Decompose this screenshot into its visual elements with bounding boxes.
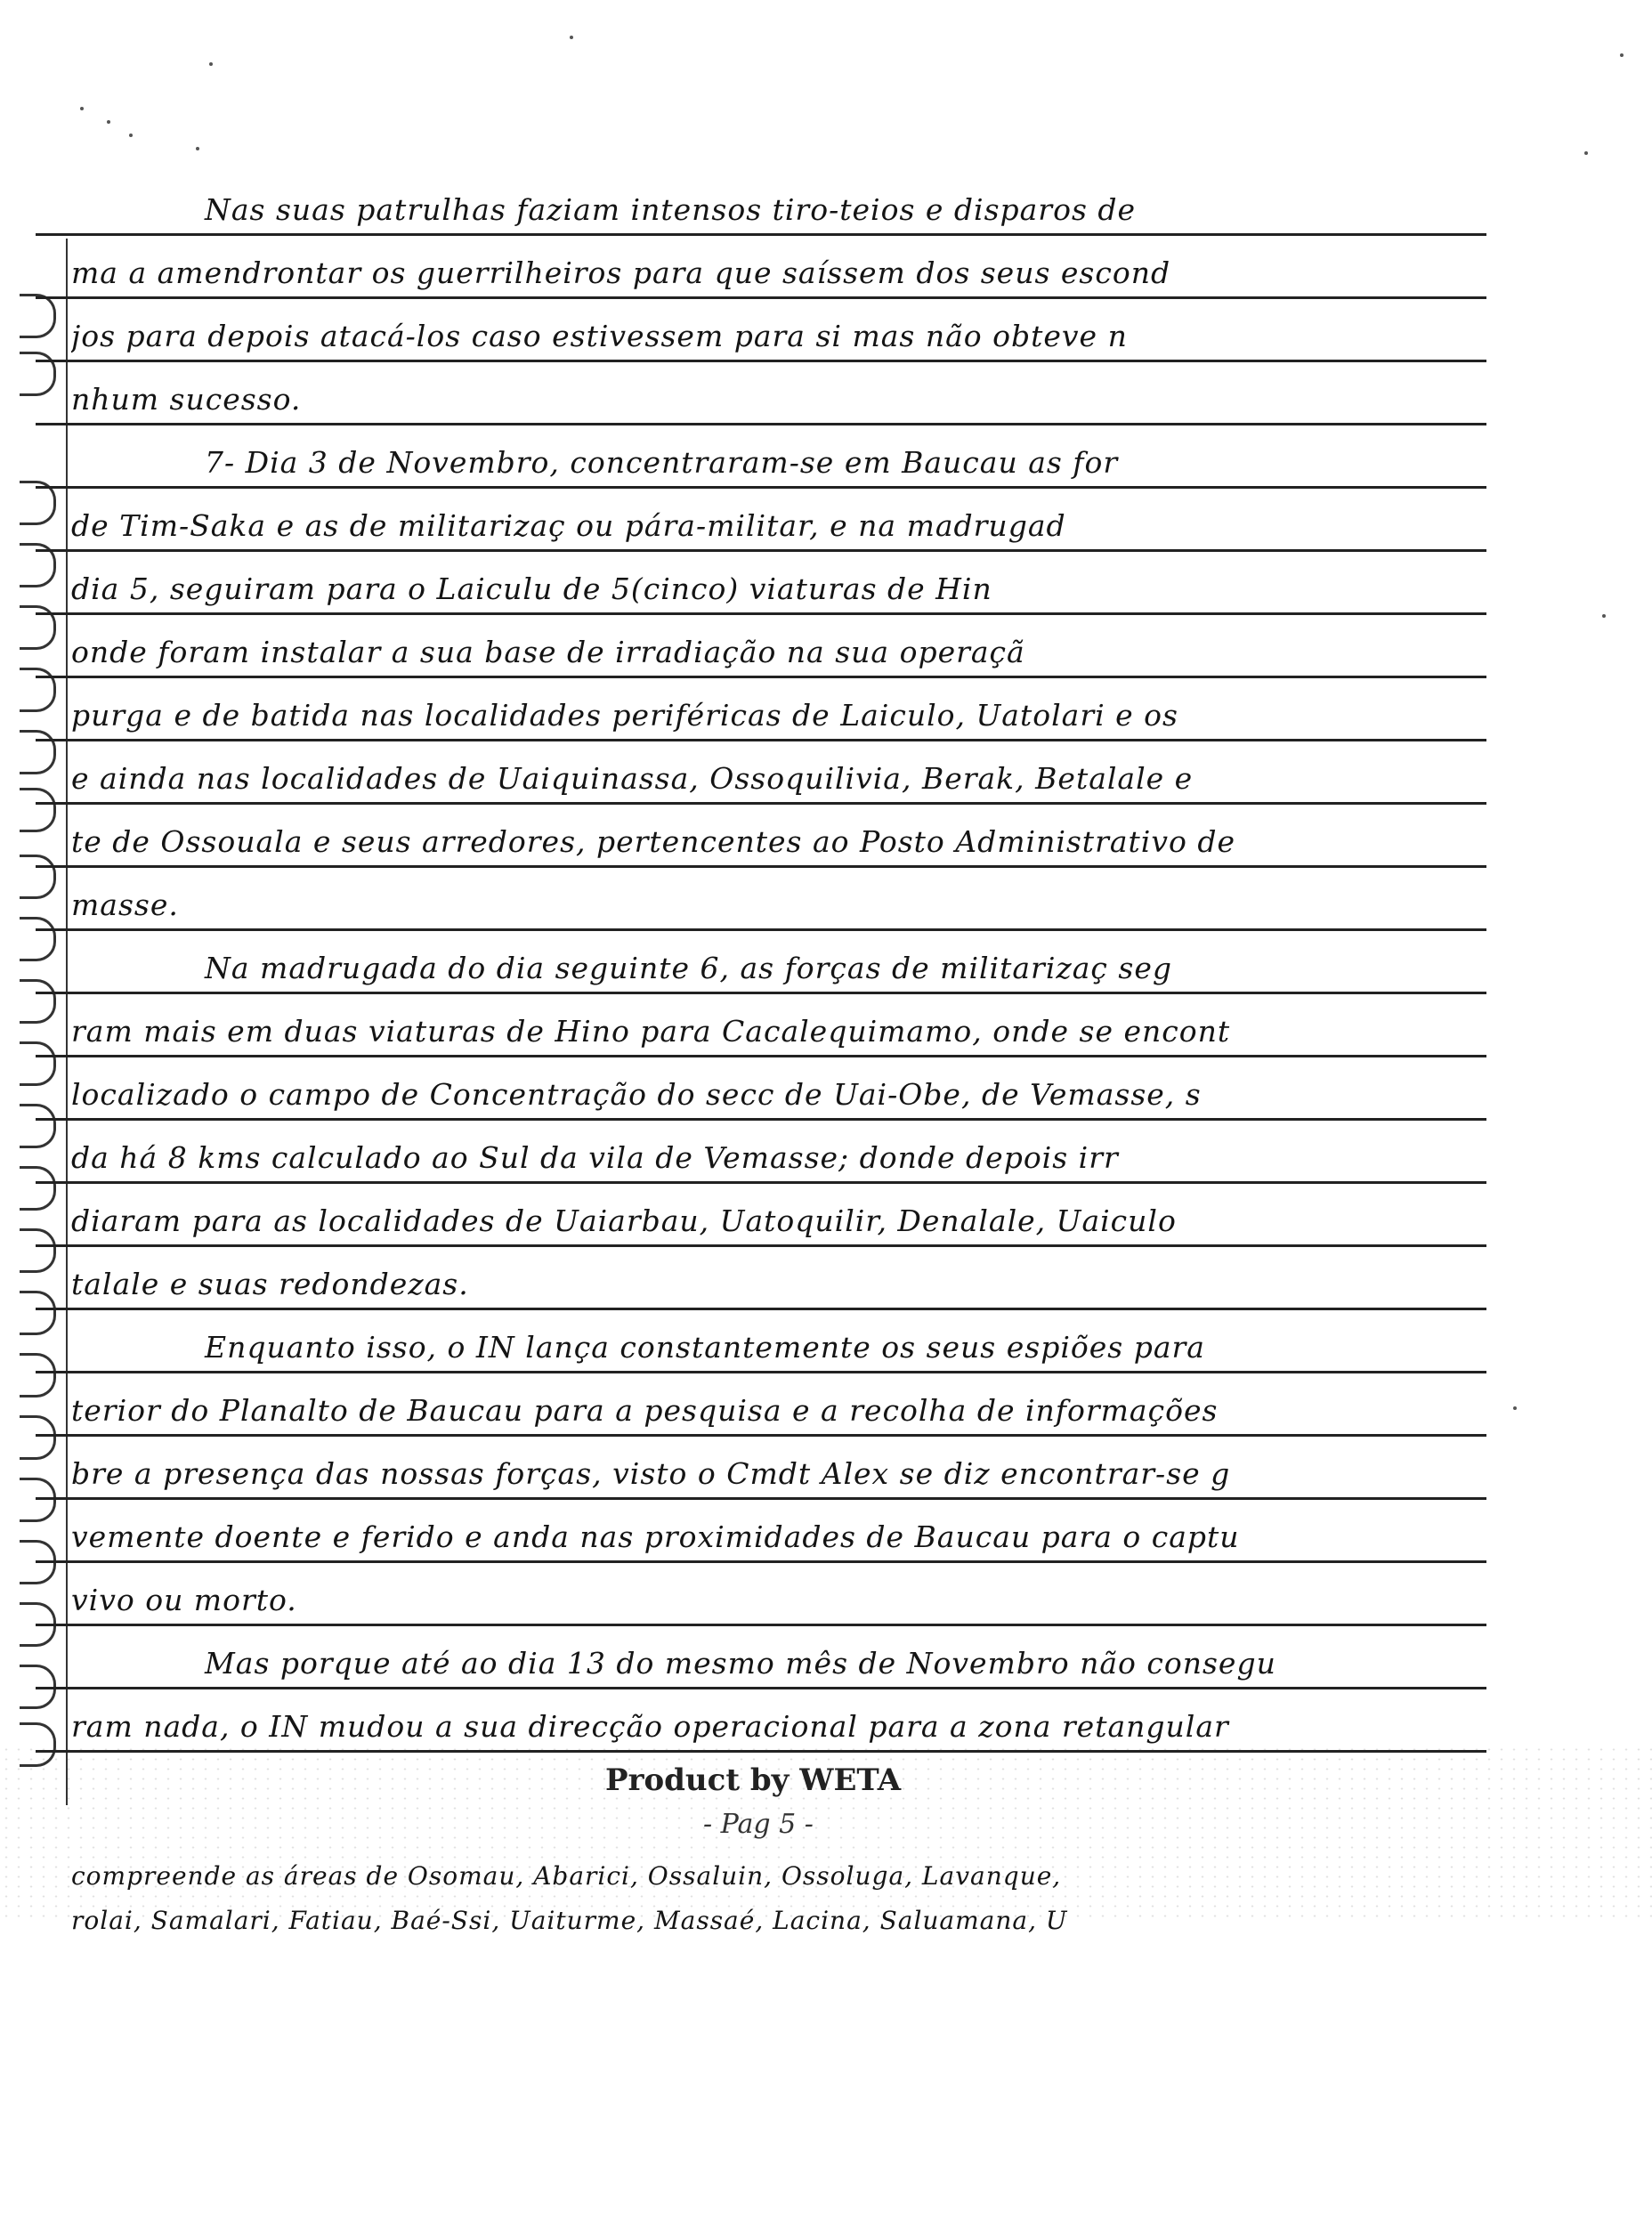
ruled-line	[36, 423, 1486, 425]
binder-ring-mark	[20, 730, 56, 774]
ruled-line	[36, 549, 1486, 552]
ruled-line	[36, 1118, 1486, 1121]
text-line: ram nada, o IN mudou a sua direcção operacional para a zona retangular	[71, 1709, 1229, 1744]
binder-ring-mark	[20, 1104, 56, 1148]
binder-ring-mark	[20, 1722, 56, 1767]
text-line: bre a presença das nossas forças, visto o Cmdt Alex se diz encontrar-se g	[71, 1456, 1231, 1491]
binder-ring-mark	[20, 1291, 56, 1335]
ruled-line	[36, 360, 1486, 362]
binder-ring-mark	[20, 1478, 56, 1522]
text-line: e ainda nas localidades de Uaiquinassa, Ossoquilivia, Berak, Betalale e	[71, 761, 1194, 796]
binder-ring-mark	[20, 294, 56, 338]
binder-ring-mark	[20, 979, 56, 1024]
product-watermark-label: Product by WETA	[605, 1762, 902, 1798]
ruled-line	[36, 1371, 1486, 1373]
binder-ring-mark	[20, 1415, 56, 1460]
ruled-line	[36, 676, 1486, 678]
ruled-line	[36, 233, 1486, 236]
ruled-line	[36, 612, 1486, 615]
scan-speck	[1620, 53, 1624, 57]
ruled-line	[36, 486, 1486, 489]
binder-ring-mark	[20, 1041, 56, 1086]
text-line: 7- Dia 3 de Novembro, concentraram-se em Baucau as for	[205, 445, 1119, 480]
text-line: jos para depois atacá-los caso estivessem para si mas não obteve n	[71, 319, 1128, 353]
ruled-line	[36, 1497, 1486, 1500]
ruled-line	[36, 296, 1486, 299]
ruled-line	[36, 1687, 1486, 1689]
text-line: Na madrugada do dia seguinte 6, as forças de militarizaç seg	[205, 951, 1172, 985]
text-line: Nas suas patrulhas faziam intensos tiro-teios e disparos de	[205, 192, 1137, 227]
text-line: ram mais em duas viaturas de Hino para Cacalequimamo, onde se encont	[71, 1014, 1231, 1049]
text-line: purga e de batida nas localidades periféricas de Laiculo, Uatolari e os	[71, 698, 1178, 733]
ruled-line	[36, 1560, 1486, 1563]
ruled-line	[36, 1244, 1486, 1247]
text-line: da há 8 kms calculado ao Sul da vila de Vemasse; donde depois irr	[71, 1140, 1119, 1175]
binder-ring-mark	[20, 1353, 56, 1398]
page-number: - Pag 5 -	[703, 1809, 814, 1840]
ruled-line	[36, 865, 1486, 868]
text-line: Mas porque até ao dia 13 do mesmo mês de Novembro não consegu	[205, 1646, 1276, 1681]
text-line: localizado o campo de Concentração do secc de Uai-Obe, de Vemasse, s	[71, 1077, 1202, 1112]
ruled-line	[36, 928, 1486, 931]
ruled-line	[36, 1055, 1486, 1057]
text-line: compreende as áreas de Osomau, Abarici, Ossaluin, Ossoluga, Lavanque,	[71, 1861, 1062, 1891]
scan-speck	[1584, 151, 1588, 155]
ruled-line	[36, 739, 1486, 741]
text-line: talale e suas redondezas.	[71, 1267, 469, 1301]
scan-speck	[129, 134, 133, 137]
binder-ring-mark	[20, 788, 56, 832]
scan-speck	[107, 120, 110, 124]
text-line: Enquanto isso, o IN lança constantemente os seus espiões para	[205, 1330, 1205, 1365]
scan-speck	[196, 147, 199, 150]
ruled-line	[36, 1181, 1486, 1184]
scan-speck	[1513, 1406, 1517, 1410]
text-line: vivo ou morto.	[71, 1583, 297, 1617]
binder-ring-mark	[20, 1228, 56, 1273]
binder-ring-mark	[20, 855, 56, 899]
text-line: nhum sucesso.	[71, 382, 302, 417]
text-line: vemente doente e ferido e anda nas proximidades de Baucau para o captu	[71, 1519, 1240, 1554]
ruled-line	[36, 992, 1486, 994]
binder-ring-mark	[20, 668, 56, 712]
binder-ring-mark	[20, 352, 56, 396]
ruled-line	[36, 802, 1486, 805]
text-line: de Tim-Saka e as de militarizaç ou pára-militar, e na madrugad	[71, 508, 1066, 543]
scan-speck	[570, 36, 573, 39]
ruled-line	[36, 1624, 1486, 1626]
text-line: terior do Planalto de Baucau para a pesquisa e a recolha de informações	[71, 1393, 1219, 1428]
ruled-line	[36, 1750, 1486, 1753]
text-line: ma a amendrontar os guerrilheiros para que saíssem dos seus escond	[71, 255, 1171, 290]
binder-ring-mark	[20, 917, 56, 961]
left-margin-line	[66, 239, 68, 1805]
text-line: dia 5, seguiram para o Laiculu de 5(cinco) viaturas de Hin	[71, 571, 992, 606]
scan-speck	[1602, 614, 1606, 618]
ruled-line	[36, 1434, 1486, 1437]
binder-ring-mark	[20, 1166, 56, 1211]
text-line: te de Ossouala e seus arredores, pertencentes ao Posto Administrativo de	[71, 824, 1235, 859]
ruled-line	[36, 1308, 1486, 1310]
text-line: onde foram instalar a sua base de irradiação na sua operaçã	[71, 635, 1025, 669]
text-line: rolai, Samalari, Fatiau, Baé-Ssi, Uaiturme, Massaé, Lacina, Saluamana, U	[71, 1906, 1068, 1935]
scan-speck	[209, 62, 213, 66]
text-line: masse.	[71, 887, 179, 922]
text-line: diaram para as localidades de Uaiarbau, Uatoquilir, Denalale, Uaiculo	[71, 1203, 1177, 1238]
scan-speck	[80, 107, 84, 110]
